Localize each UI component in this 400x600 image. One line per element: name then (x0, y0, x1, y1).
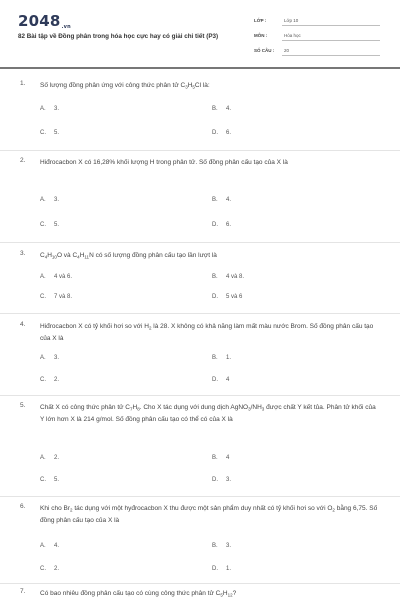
question-text (40, 250, 380, 262)
option-a[interactable] (40, 274, 72, 280)
option-d[interactable] (212, 130, 231, 136)
option-value: 1. (226, 355, 232, 361)
subscript: 8 (137, 406, 140, 412)
text-part: H (187, 82, 193, 89)
option-value: 4 (226, 455, 230, 461)
question-text (40, 80, 380, 92)
question-text (40, 503, 380, 526)
question-number: 6. (20, 503, 26, 510)
option-a[interactable] (40, 197, 59, 203)
option-value: 5. (54, 222, 60, 228)
option-value: 4 và 6. (54, 274, 73, 280)
subscript: 7 (130, 406, 133, 412)
meta-count-value: 20 (284, 48, 290, 53)
text-part: được chất Y kết tủa. Phân tử khối của Y lớn hơn X là 214 g/mol. Số đồng phân cấu tạo có thể có của X là (40, 404, 376, 423)
subscript: 4 (44, 254, 48, 260)
option-b[interactable] (212, 106, 231, 112)
text-part: Số lượng đồng phân ứng với công thức phân tử C (40, 82, 186, 89)
option-label: C. (40, 294, 46, 300)
option-value: 2. (54, 455, 60, 461)
subscript: 11 (84, 254, 90, 260)
question-6 (0, 503, 400, 581)
text-part: H (47, 252, 52, 259)
option-label: B. (212, 197, 218, 203)
subscript: 3 (248, 406, 251, 412)
option-value: 3. (54, 197, 60, 203)
option-label: B. (212, 455, 218, 461)
question-separator (0, 242, 400, 243)
meta-underline (282, 25, 380, 26)
question-number: 4. (20, 321, 26, 328)
option-value: 3. (54, 106, 60, 112)
question-separator (0, 496, 400, 497)
option-label: D. (212, 566, 218, 572)
question-7 (0, 588, 400, 600)
option-label: D. (212, 222, 218, 228)
option-d[interactable] (212, 477, 231, 483)
header-divider (0, 67, 400, 69)
option-c[interactable] (40, 130, 59, 136)
text-part: H (222, 590, 228, 597)
subscript: 10 (51, 254, 57, 260)
question-text (40, 588, 380, 600)
option-c[interactable] (40, 377, 59, 383)
option-label: B. (212, 274, 218, 280)
option-value: 2. (54, 566, 60, 572)
meta-underline (282, 40, 380, 41)
option-label: A. (40, 274, 46, 280)
text-part: N có số lượng đồng phân cấu tạo lần lượt là (89, 252, 217, 259)
option-value: 2. (54, 377, 60, 383)
option-d[interactable] (212, 222, 231, 228)
option-value: 1. (226, 566, 232, 572)
option-a[interactable] (40, 543, 59, 549)
question-text: Hiđrocacbon X có 16,28% khối lượng H trong phân tử. Số đồng phân cấu tạo của X là (40, 159, 288, 166)
option-value: 4 và 8. (226, 274, 245, 280)
question-number: 1. (20, 80, 26, 87)
option-label: C. (40, 222, 46, 228)
option-label: D. (212, 477, 218, 483)
option-label: C. (40, 377, 46, 383)
question-number: 3. (20, 250, 26, 257)
question-text (40, 321, 380, 344)
question-3 (0, 250, 400, 320)
subscript: 3 (261, 406, 265, 412)
text-part: O và C (56, 252, 78, 259)
option-c[interactable] (40, 222, 59, 228)
option-value: 3. (54, 355, 60, 361)
option-value: 3. (226, 543, 232, 549)
option-value: 5. (54, 130, 60, 136)
option-c[interactable] (40, 294, 72, 300)
subscript: 5 (220, 592, 223, 598)
subscript: 2 (148, 325, 152, 331)
option-label: D. (212, 130, 218, 136)
text-part: Hiđrocacbon X có tỷ khối hơi so với H (40, 323, 149, 330)
option-b[interactable] (212, 274, 244, 280)
text-part: Có bao nhiêu đồng phân cấu tạo có cùng công thức phân tử C (40, 590, 221, 597)
question-separator (0, 395, 400, 396)
option-value: 5. (54, 477, 60, 483)
option-label: A. (40, 455, 46, 461)
option-label: D. (212, 377, 218, 383)
subscript: 4 (77, 254, 80, 260)
option-d[interactable] (212, 294, 242, 300)
option-label: A. (40, 355, 46, 361)
option-label: B. (212, 543, 218, 549)
option-label: A. (40, 543, 46, 549)
text-part: Cl là: (194, 82, 210, 89)
meta-underline (282, 55, 380, 56)
text-part: ? (232, 590, 237, 597)
logo-domain: .vn (61, 24, 71, 30)
text-part: Khi cho Br (40, 505, 70, 512)
option-value: 6. (226, 222, 232, 228)
meta-class-label: LỚP : (254, 18, 267, 23)
site-logo[interactable] (18, 12, 71, 30)
meta-class (254, 14, 380, 26)
option-value: 5 và 6 (226, 294, 243, 300)
text-part: H (79, 252, 85, 259)
option-label: C. (40, 477, 46, 483)
option-c[interactable] (40, 477, 59, 483)
question-1 (0, 80, 400, 152)
text-part: C (40, 252, 45, 259)
option-label: B. (212, 355, 218, 361)
option-value: 4. (226, 197, 232, 203)
option-a[interactable] (40, 355, 59, 361)
option-label: C. (40, 566, 46, 572)
meta-count-label: SỐ CÂU : (254, 48, 275, 53)
question-4 (0, 321, 400, 397)
subscript: 2 (332, 507, 335, 513)
question-text (40, 402, 380, 425)
option-value: 6. (226, 130, 232, 136)
subscript: 12 (227, 592, 233, 598)
meta-subject-value: Hóa học (284, 33, 301, 38)
meta-class-value: Lớp 10 (284, 18, 299, 23)
option-b[interactable] (212, 355, 231, 361)
option-value: 3. (226, 477, 232, 483)
option-value: 4. (226, 106, 232, 112)
question-2 (0, 157, 400, 247)
option-value: 4. (54, 543, 60, 549)
question-separator (0, 150, 400, 151)
option-value: 7 và 8. (54, 294, 73, 300)
question-number: 7. (20, 588, 26, 595)
document-header (0, 0, 400, 62)
option-c[interactable] (40, 566, 59, 572)
option-d[interactable] (212, 377, 229, 383)
document-title: 82 Bài tập về Đồng phân trong hóa học cực hay có giải chi tiết (P3) (18, 33, 219, 40)
subscript: 2 (70, 507, 73, 513)
option-d[interactable] (212, 566, 231, 572)
question-number: 2. (20, 157, 26, 164)
text-part: Chất X có công thức phân tử C (40, 404, 131, 411)
question-separator (0, 313, 400, 314)
subscript: 3 (185, 84, 188, 90)
text-part: H (132, 404, 138, 411)
option-b[interactable] (212, 455, 229, 461)
option-label: B. (212, 106, 218, 112)
option-b[interactable] (212, 197, 231, 203)
question-number: 5. (20, 402, 26, 409)
question-5 (0, 402, 400, 498)
option-label: A. (40, 197, 46, 203)
meta-question-count (254, 44, 380, 56)
text-part: tác dụng với một hyđrocacbon X thu được một sản phẩm duy nhất có tỷ khối hơi so với O (72, 505, 333, 512)
text-part: . Cho X tác dụng với dung dịch AgNO (139, 404, 249, 411)
meta-subject-label: MÔN : (254, 33, 268, 38)
option-b[interactable] (212, 543, 231, 549)
option-a[interactable] (40, 455, 59, 461)
option-label: C. (40, 130, 46, 136)
option-label: D. (212, 294, 218, 300)
logo-text: 2048 (18, 12, 61, 30)
text-part: bằng 6,75. Số đồng phân cấu tạo của X là (40, 505, 378, 524)
meta-subject (254, 29, 380, 41)
question-separator (0, 583, 400, 584)
option-a[interactable] (40, 106, 59, 112)
option-label: A. (40, 106, 46, 112)
subscript: 5 (192, 84, 195, 90)
option-value: 4 (226, 377, 230, 383)
text-part: là 28. X không có khả năng làm mất màu nước Brom. Số đồng phân cấu tạo của X là (40, 323, 374, 342)
text-part: /NH (250, 404, 262, 411)
